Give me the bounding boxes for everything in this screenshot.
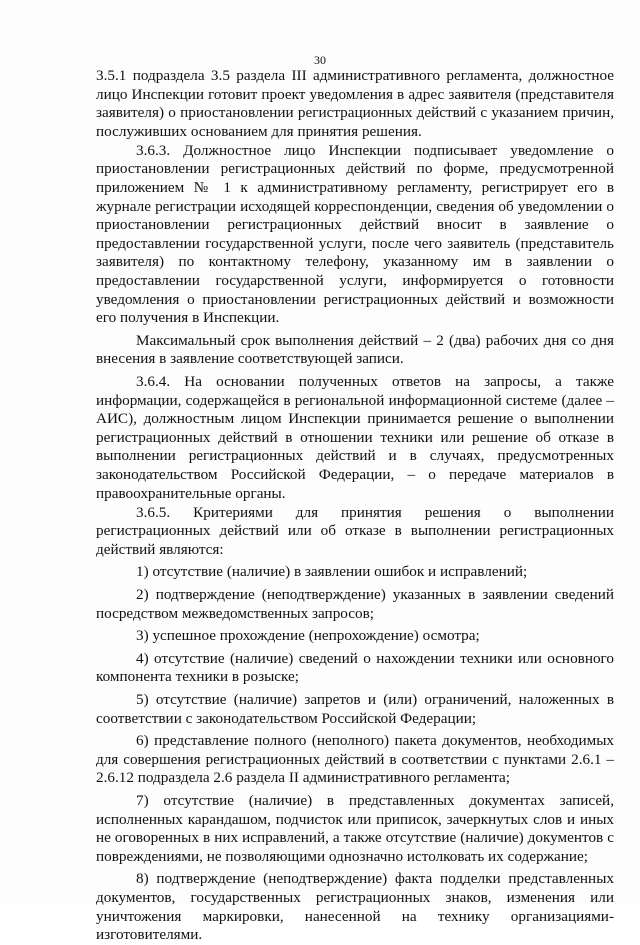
- paragraph-3-6-4: 3.6.4. На основании полученных ответов на запросы, а также информации, содержащейся в региональной информационной системе (далее – АИС), должностным лицом Инспекции принимается решение о выполнении регистрационных действий в отношении техники или решение об отказе в выполнении регистрационных действий и в случаях, предусмотренных законодательством Российской Федерации, – о передаче материалов в правоохранительные органы.: [96, 373, 614, 502]
- paragraph-max-term: Максимальный срок выполнения действий – 2 (два) рабочих дня со дня внесения в заявление соответствующей записи.: [96, 331, 614, 368]
- criterion-4: 4) отсутствие (наличие) сведений о нахождении техники или основного компонента техники в розыске;: [96, 649, 614, 686]
- paragraph-3-6-3: 3.6.3. Должностное лицо Инспекции подписывает уведомление о приостановлении регистрационных действий по форме, предусмотренной приложением № 1 к административному регламенту, регистрирует его в журнале регистрации исходящей корреспонденции, сведения об уведомлении о приостановлении регистрационных действий вносит в заявление о предоставлении государственной услуги, после чего заявитель (представитель заявителя) по контактному телефону, указанному им в заявлении о предоставлении государственной услуги, информируется о готовности уведомления о приостановлении регистрационных действий и возможности его получения в Инспекции.: [96, 141, 614, 327]
- paragraph-continuation: 3.5.1 подраздела 3.5 раздела III административного регламента, должностное лицо Инспекции готовит проект уведомления в адрес заявителя (представителя заявителя) о приостановлении регистрационных действий с указанием причин, послуживших основанием для принятия решения.: [96, 67, 614, 140]
- document-body: [96, 67, 614, 945]
- criterion-2: 2) подтверждение (неподтверждение) указанных в заявлении сведений посредством межведомственных запросов;: [96, 586, 614, 622]
- paragraph-3-6-5: 3.6.5. Критериями для принятия решения о выполнении регистрационных действий или об отказе в выполнении регистрационных действий являются:: [96, 503, 614, 558]
- page-number: 30: [314, 53, 326, 67]
- criterion-7: 7) отсутствие (наличие) в представленных документах записей, исполненных карандашом, подчисток или приписок, зачеркнутых слов и иных не оговоренных в них исправлений, а также отсутствие (наличие) документов с повреждениями, не позволяющими однозначно истолковать их содержание;: [96, 791, 614, 865]
- criterion-8: 8) подтверждение (неподтверждение) факта подделки представленных документов, государственных регистрационных знаков, изменения или уничтожения маркировки, нанесенной на технику организациями-изготовителями.: [96, 870, 614, 944]
- criterion-1: 1) отсутствие (наличие) в заявлении ошибок и исправлений;: [136, 563, 528, 581]
- criterion-5: 5) отсутствие (наличие) запретов и (или) ограничений, наложенных в соответствии с законодательством Российской Федерации;: [96, 691, 614, 727]
- criterion-3: 3) успешное прохождение (непрохождение) осмотра;: [136, 627, 480, 645]
- criterion-6: 6) представление полного (неполного) пакета документов, необходимых для совершения регистрационных действий в соответствии с пунктами 2.6.1 – 2.6.12 подраздела 2.6 раздела II административного регламента;: [96, 732, 614, 787]
